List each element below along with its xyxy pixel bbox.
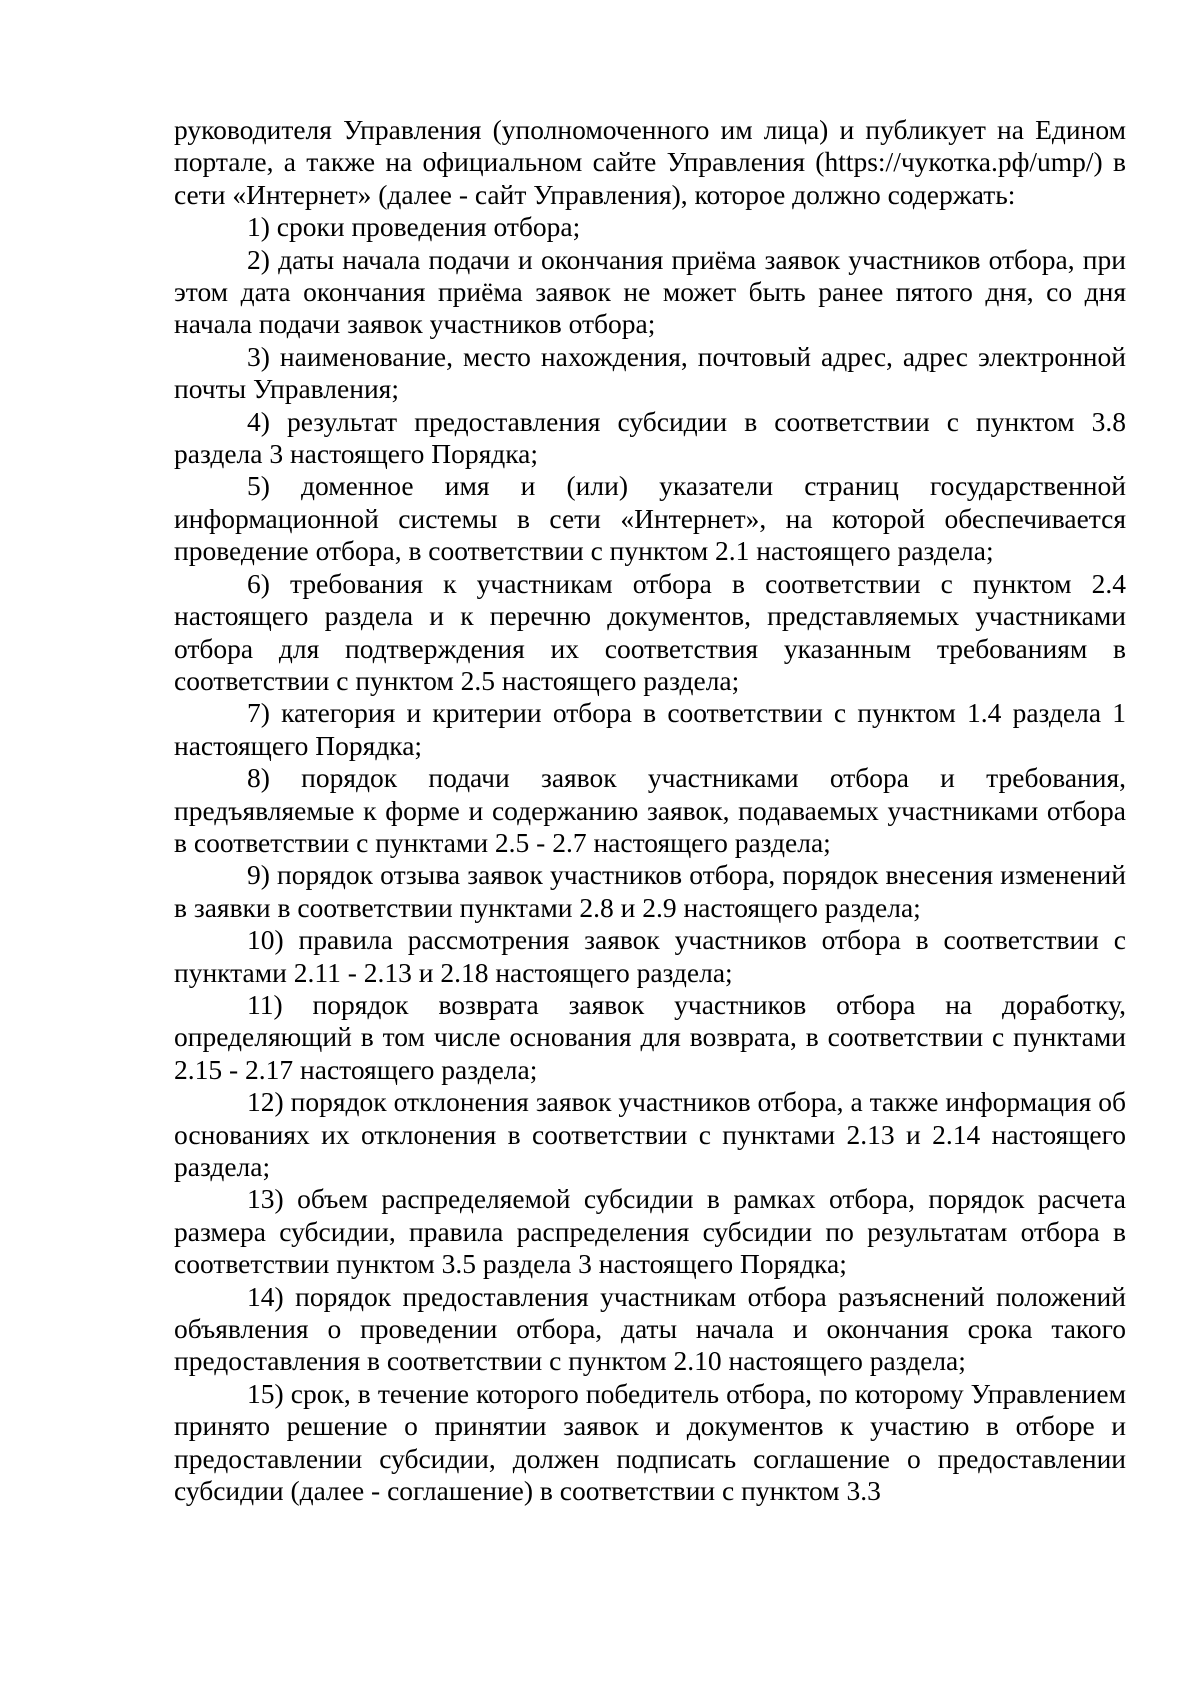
list-item-8: 8) порядок подачи заявок участниками отбора и требования, предъявляемые к форме и содержанию заявок, подаваемых участниками отбора в соответствии с пунктами 2.5 - 2.7 настоящего раздела;: [174, 762, 1126, 858]
list-item-5: 5) доменное имя и (или) указатели страниц государственной информационной системы в сети «Интернет», на которой обеспечивается проведение отбора, в соответствии с пунктом 2.1 настоящего раздела;: [174, 470, 1126, 567]
list-item-1: 1) сроки проведения отбора;: [247, 211, 581, 243]
list-item-10: 10) правила рассмотрения заявок участников отбора в соответствии с пунктами 2.11 - 2.13 и 2.18 настоящего раздела;: [174, 924, 1126, 988]
list-item-14: 14) порядок предоставления участникам отбора разъяснений положений объявления о проведении отбора, даты начала и окончания срока такого предоставления в соответствии с пунктом 2.10 настоящего раздела;: [174, 1280, 1126, 1377]
list-item-6: 6) требования к участникам отбора в соответствии с пунктом 2.4 настоящего раздела и к перечню документов, представляемых участниками отбора для подтверждения их соответствия указанным требованиям в соответствии с пунктом 2.5 настоящего раздела;: [174, 567, 1126, 696]
list-item-7: 7) категория и критерии отбора в соответствии с пунктом 1.4 раздела 1 настоящего Порядка;: [174, 697, 1126, 761]
list-item-2: 2) даты начала подачи и окончания приёма заявок участников отбора, при этом дата окончания приёма заявок не может быть ранее пятого дня, со дня начала подачи заявок участников отбора;: [174, 243, 1126, 340]
list-item-12: 12) порядок отклонения заявок участников отбора, а также информация об основаниях их отклонения в соответствии с пунктами 2.13 и 2.14 настоящего раздела;: [174, 1086, 1126, 1182]
list-item-3: 3) наименование, место нахождения, почтовый адрес, адрес электронной почты Управления;: [174, 340, 1126, 405]
intro-paragraph: руководителя Управления (уполномоченного им лица) и публикует на Едином портале, а также на официальном сайте Управления (https://чукотка.рф/ump/) в сети «Интернет» (далее - сайт Управления), которое должно содержать:: [174, 114, 1126, 210]
list-item-4: 4) результат предоставления субсидии в соответствии с пунктом 3.8 раздела 3 настоящего Порядка;: [174, 405, 1126, 470]
list-item-9: 9) порядок отзыва заявок участников отбора, порядок внесения изменений в заявки в соответствии пунктами 2.8 и 2.9 настоящего раздела;: [174, 859, 1126, 923]
list-item-15: 15) срок, в течение которого победитель отбора, по которому Управлением принято решение о принятии заявок и документов к участию в отборе и предоставлении субсидии, должен подписать соглашение о предоставлении субсидии (далее - соглашение) в соответствии с пунктом 3.3: [174, 1377, 1126, 1507]
list-item-13: 13) объем распределяемой субсидии в рамках отбора, порядок расчета размера субсидии, правила распределения субсидии по результатам отбора в соответствии пунктом 3.5 раздела 3 настоящего Порядка;: [174, 1183, 1126, 1280]
document-page: [174, 114, 1126, 1507]
list-item-11: 11) порядок возврата заявок участников отбора на доработку, определяющий в том числе основания для возврата, в соответствии с пунктами 2.15 - 2.17 настоящего раздела;: [174, 988, 1126, 1085]
